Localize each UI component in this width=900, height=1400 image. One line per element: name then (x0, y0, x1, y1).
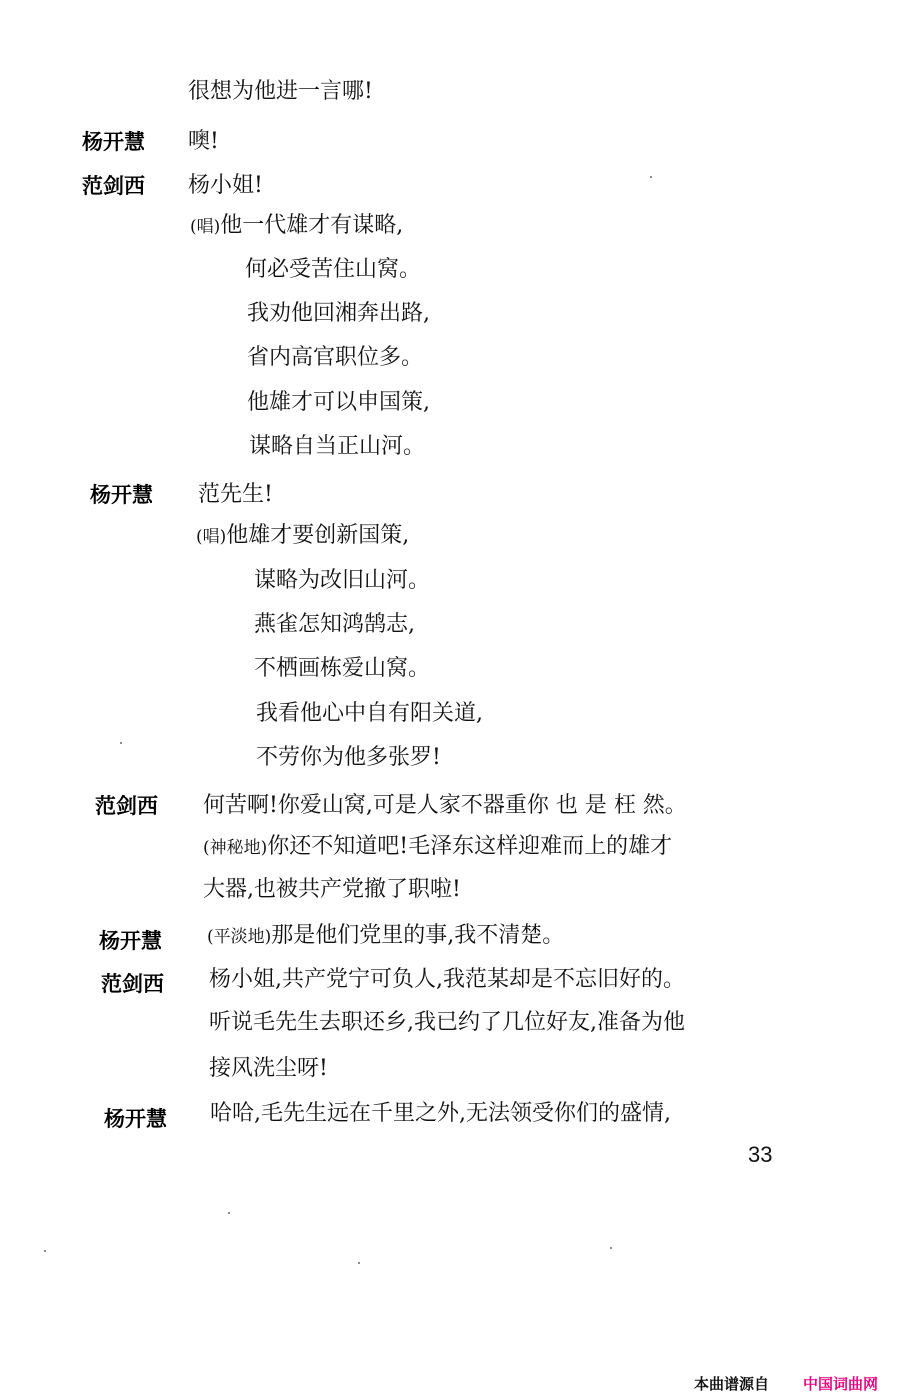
sung-line (247, 344, 423, 372)
sung-line (247, 300, 430, 328)
dialogue-line (188, 128, 219, 156)
stage-direction: (唱) (190, 217, 221, 237)
scan-speck (650, 176, 652, 178)
line-text: 他一代雄才有谋略, (220, 213, 404, 238)
line-text: 大器,也被共产党撤了职啦! (203, 877, 461, 902)
speaker-name: 杨开慧 (104, 1107, 167, 1131)
speaker-name: 杨开慧 (90, 483, 153, 507)
stage-direction: (神秘地) (203, 838, 268, 858)
line-text: 何苦啊!你爱山窝,可是人家不器重你 也 是 枉 然。 (203, 793, 687, 818)
line-text: 那是他们党里的事,我不清楚。 (271, 923, 565, 948)
dialogue-line (188, 78, 373, 106)
dialogue-line (209, 1009, 685, 1037)
line-text: 不劳你为他多张罗! (256, 745, 441, 770)
line-text: 我劝他回湘奔出路, (247, 301, 430, 326)
site-name-link[interactable]: 中国词曲网 (803, 1375, 879, 1393)
sung-line (249, 433, 425, 461)
scan-speck (120, 742, 122, 744)
stage-direction: (平淡地) (207, 927, 272, 947)
sung-line (254, 567, 430, 595)
line-text: 听说毛先生去职还乡,我已约了几位好友,准备为他 (209, 1010, 685, 1035)
line-text: 他雄才可以申国策, (247, 390, 430, 415)
sung-line (254, 655, 430, 683)
speaker-name: 范剑西 (82, 174, 145, 198)
line-text: 很想为他进一言哪! (188, 79, 373, 104)
dialogue-line (207, 922, 564, 951)
line-text: 我看他心中自有阳关道, (256, 701, 483, 726)
sung-line (196, 522, 409, 551)
sung-line (254, 611, 415, 639)
dialogue-line (203, 833, 672, 862)
speaker-name: 杨开慧 (99, 929, 162, 953)
scan-speck (358, 1262, 360, 1264)
line-text: 燕雀怎知鸿鹄志, (254, 612, 415, 637)
sung-line (245, 256, 421, 284)
scan-speck (610, 1247, 612, 1249)
line-text: 不栖画栋爱山窝。 (254, 656, 431, 681)
dialogue-line (209, 1055, 328, 1083)
line-text: 杨小姐! (188, 173, 263, 198)
scan-speck (44, 1250, 46, 1252)
scan-speck (228, 1212, 230, 1214)
dialogue-line (198, 481, 273, 509)
sung-line (256, 744, 441, 772)
line-text: 谋略为改旧山河。 (254, 568, 431, 593)
sung-line (256, 700, 483, 728)
line-text: 范先生! (198, 482, 273, 507)
line-text: 接风洗尘呀! (209, 1056, 328, 1081)
dialogue-line (203, 792, 687, 820)
dialogue-line (188, 172, 263, 200)
sung-line (247, 389, 430, 417)
page-number: 33 (748, 1142, 773, 1167)
sung-line (190, 212, 403, 241)
speaker-name: 范剑西 (95, 794, 158, 818)
dialogue-line (203, 876, 461, 904)
speaker-name: 杨开慧 (82, 130, 145, 154)
line-text: 哈哈,毛先生远在千里之外,无法领受你们的盛情, (210, 1101, 671, 1126)
speaker-name: 范剑西 (101, 972, 164, 996)
source-label: 本曲谱源自 (694, 1375, 770, 1393)
line-text: 他雄才要创新国策, (226, 523, 410, 548)
line-text: 噢! (188, 129, 219, 154)
stage-direction: (唱) (196, 527, 227, 547)
line-text: 省内高官职位多。 (247, 345, 424, 370)
dialogue-line (210, 1100, 671, 1128)
line-text: 何必受苦住山窝。 (245, 257, 422, 282)
line-text: 你还不知道吧!毛泽东这样迎难而上的雄才 (267, 834, 673, 859)
line-text: 杨小姐,共产党宁可负人,我范某却是不忘旧好的。 (209, 967, 685, 992)
line-text: 谋略自当正山河。 (249, 434, 426, 459)
dialogue-line (209, 966, 685, 994)
